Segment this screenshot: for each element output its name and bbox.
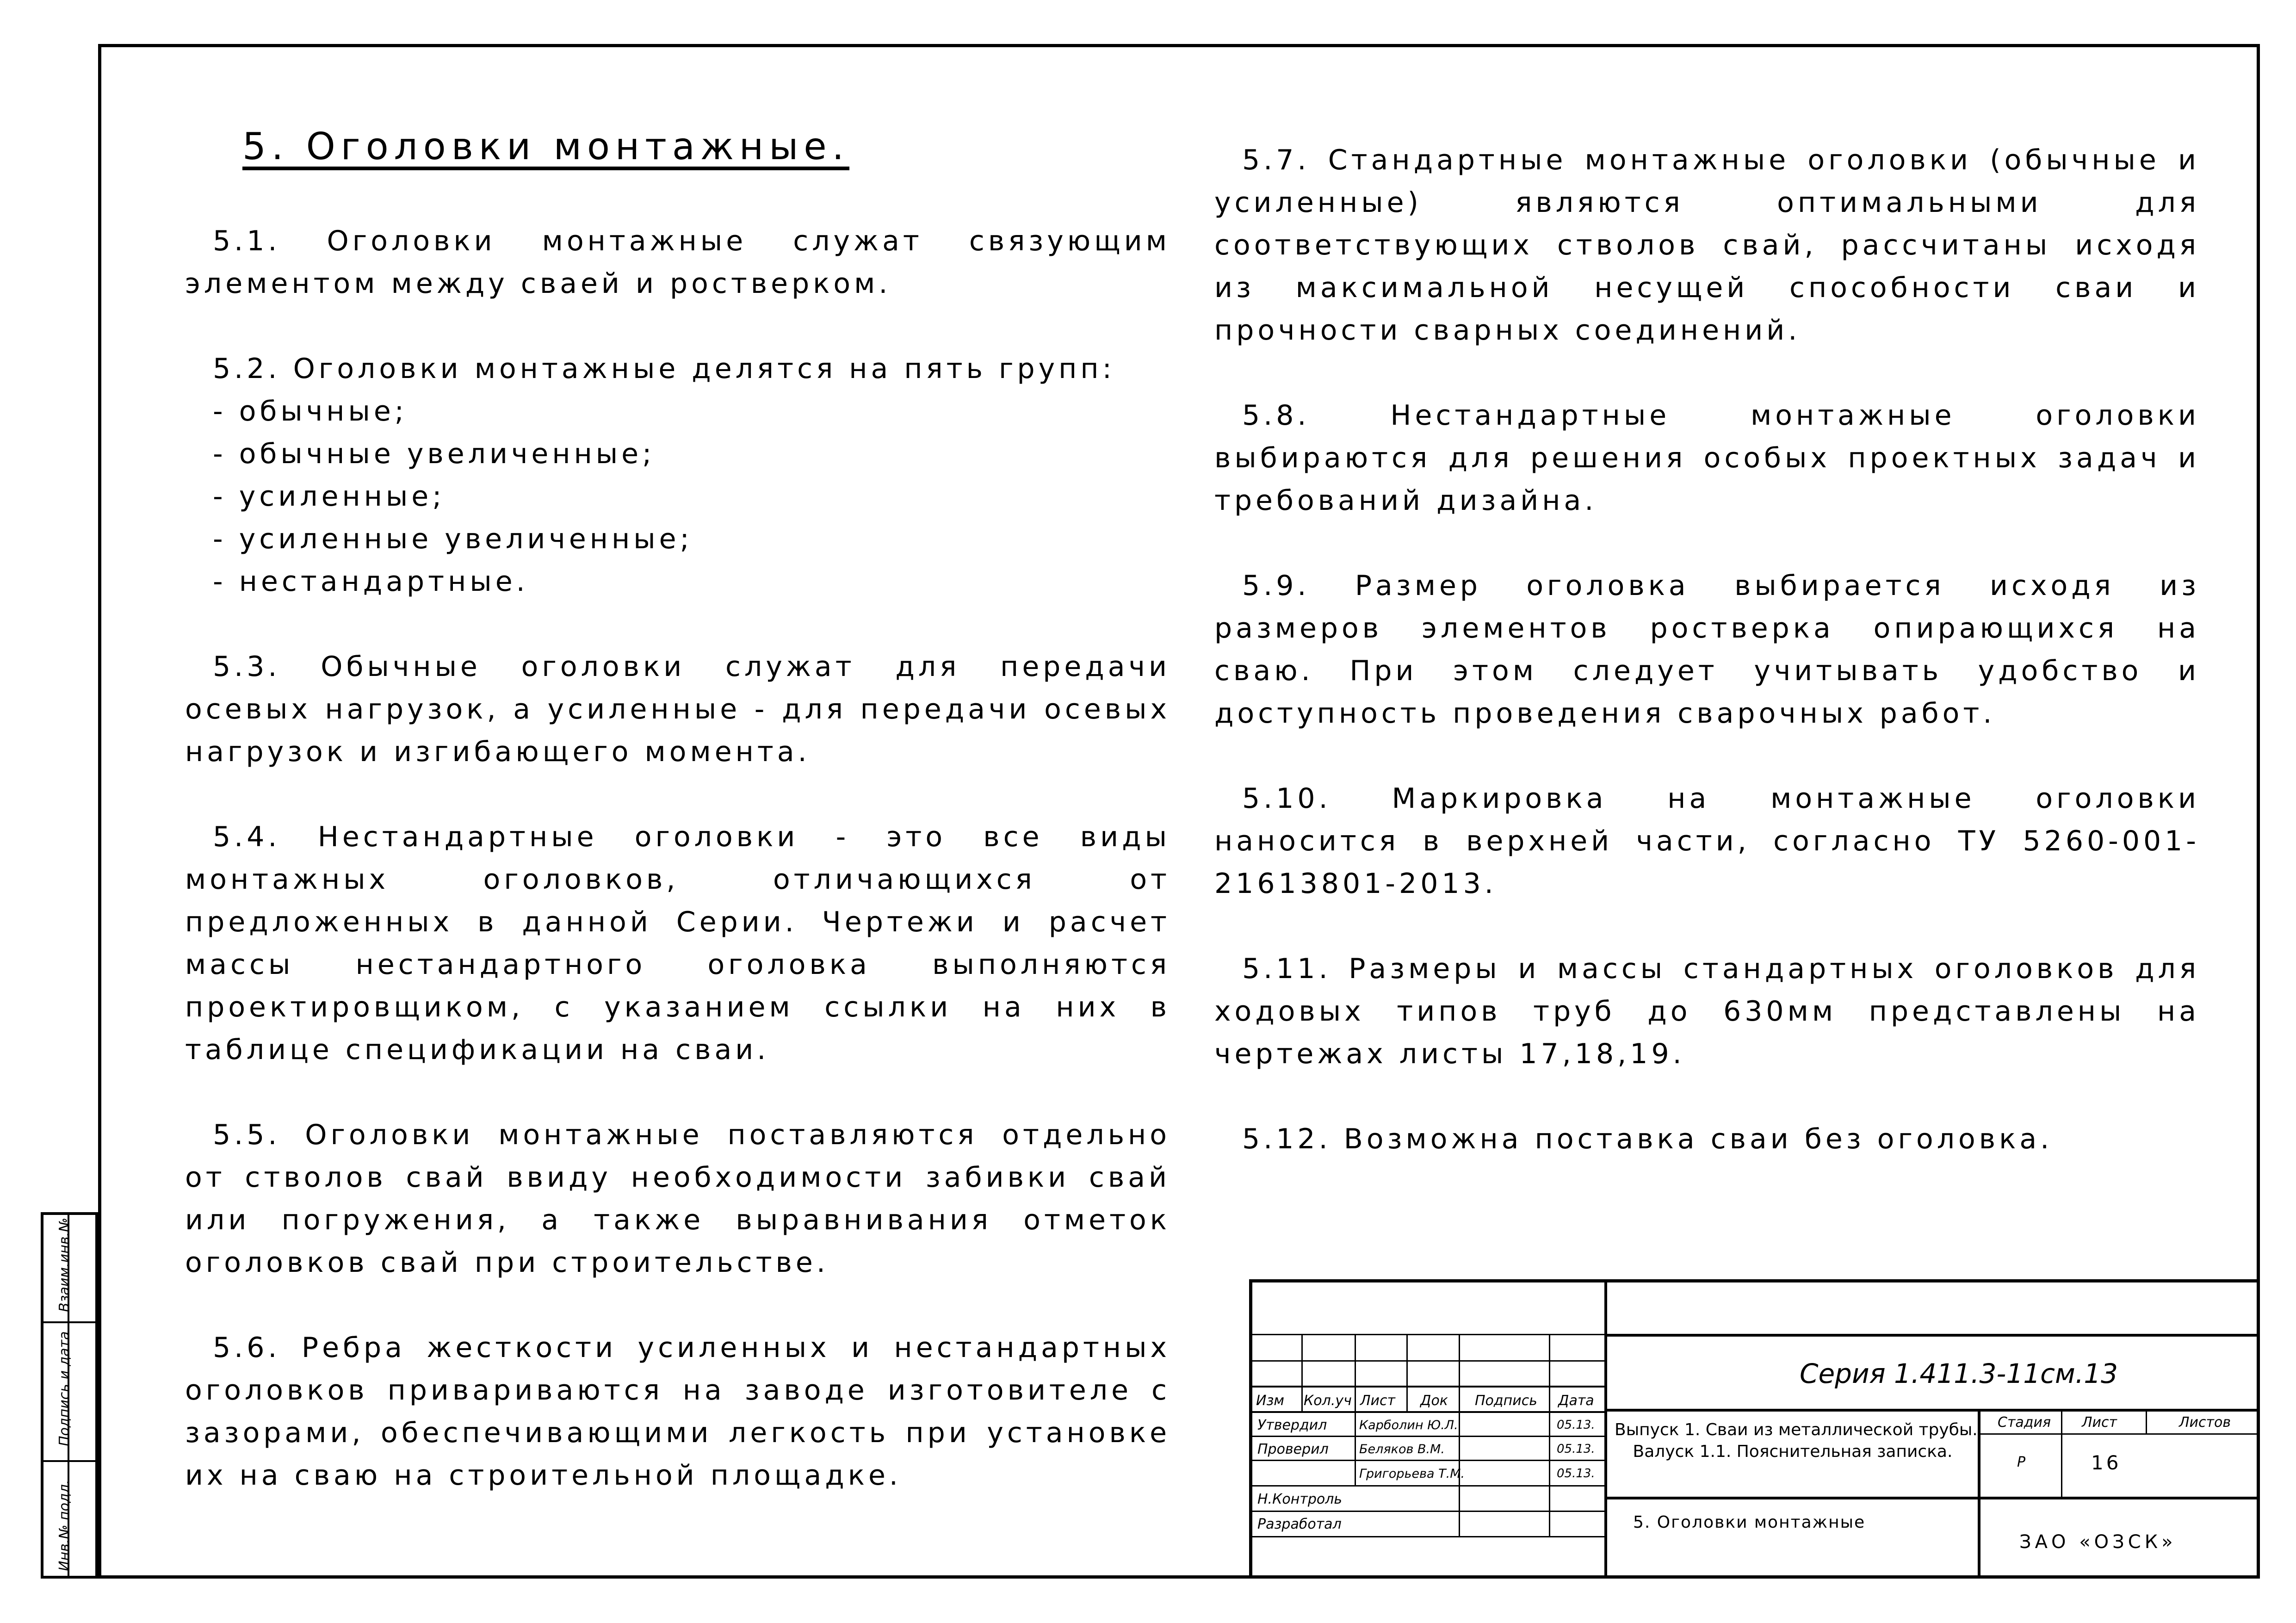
issue-line-1: Выпуск 1. Сваи из металлической трубы. bbox=[1615, 1420, 1978, 1439]
paragraph-5-10: 5.10. Маркировка на монтажные оголовки наносится в верхней части, согласно ТУ 5260-001-21613801-2013. bbox=[1214, 782, 2200, 900]
sheet-value: 16 bbox=[2091, 1451, 2122, 1474]
paragraph-5-1: 5.1. Оголовки монтажные служат связующим элементом между сваей и ростверком. bbox=[185, 225, 1170, 300]
name-approved: Карболин Ю.Л. bbox=[1359, 1418, 1458, 1432]
role-approved: Утвердил bbox=[1257, 1417, 1327, 1433]
header-podpis: Подпись bbox=[1475, 1393, 1537, 1409]
paragraph-5-4: 5.4. Нестандартные оголовки - это все виды монтажных оголовков, отличающихся от предложенных в данной Серии. Чертежи и расчет массы нестандартного оголовка выполняются проектировщиком, с указанием ссылки на них в таблице спецификации на сваи. bbox=[185, 821, 1170, 1066]
paragraph-5-12: 5.12. Возможна поставка сваи без оголовка. bbox=[1242, 1123, 2053, 1155]
left-column bbox=[185, 220, 1170, 1539]
paragraph-5-2: 5.2. Оголовки монтажные делятся на пять групп: bbox=[213, 353, 1115, 385]
paragraph-5-8: 5.8. Нестандартные монтажные оголовки выбираются для решения особых проектных задач и требований дизайна. bbox=[1214, 399, 2200, 517]
date-approved: 05.13. bbox=[1557, 1418, 1595, 1432]
issue-line-2: Валуск 1.1. Пояснительная записка. bbox=[1633, 1442, 1953, 1461]
vzam-inv-label: Взаим.инв.№ bbox=[56, 1217, 73, 1312]
header-list: Лист bbox=[1360, 1393, 1396, 1409]
list-item: - обычные; bbox=[213, 395, 408, 427]
list-item: - обычные увеличенные; bbox=[213, 438, 656, 470]
header-izm: Изм bbox=[1256, 1393, 1285, 1409]
list-item: - нестандартные. bbox=[213, 565, 529, 598]
name-checked: Беляков В.М. bbox=[1359, 1442, 1445, 1456]
inv-podl-label: Инв.№ подл. bbox=[56, 1480, 73, 1571]
date-checked: 05.13. bbox=[1557, 1442, 1595, 1456]
name-third: Григорьева Т.М. bbox=[1359, 1467, 1465, 1481]
header-data: Дата bbox=[1558, 1393, 1594, 1409]
section-name: 5. Оголовки монтажные bbox=[1633, 1513, 1866, 1532]
date-third: 05.13. bbox=[1557, 1467, 1595, 1481]
paragraph-5-11: 5.11. Размеры и массы стандартных оголовков для ходовых типов труб до 630мм представлены на чертежах листы 17,18,19. bbox=[1214, 953, 2200, 1070]
groups-list bbox=[185, 347, 1170, 603]
title-block bbox=[1249, 1279, 2260, 1579]
role-developed: Разработал bbox=[1257, 1516, 1342, 1532]
stage-value: Р bbox=[2017, 1454, 2026, 1470]
header-kol-uch: Кол.уч bbox=[1304, 1393, 1352, 1409]
paragraph-5-3: 5.3. Обычные оголовки служат для передачи осевых нагрузок, а усиленные - для передачи осевых нагрузок и изгибающего момента. bbox=[185, 650, 1170, 768]
list-item: - усиленные; bbox=[213, 480, 446, 513]
list-item: - усиленные увеличенные; bbox=[213, 523, 693, 555]
sheets-label: Листов bbox=[2179, 1414, 2231, 1431]
paragraph-5-9: 5.9. Размер оголовка выбирается исходя из размеров элементов ростверка опирающихся на сваю. При этом следует учитывать удобство и доступность проведения сварочных работ. bbox=[1214, 570, 2200, 730]
side-stamp bbox=[41, 1212, 98, 1579]
header-dok: Док bbox=[1420, 1393, 1448, 1409]
paragraph-5-7: 5.7. Стандартные монтажные оголовки (обычные и усиленные) являются оптимальными для соответствующих стволов свай, рассчитаны исходя из максимальной несущей способности сваи и прочности сварных соединений. bbox=[1214, 144, 2200, 347]
series-title: Серия 1.411.3-11см.13 bbox=[1800, 1358, 2118, 1389]
right-column bbox=[1214, 139, 2200, 1203]
section-title: 5. Оголовки монтажные. bbox=[242, 125, 850, 168]
stage-label: Стадия bbox=[1998, 1414, 2051, 1431]
paragraph-5-6: 5.6. Ребра жесткости усиленных и нестандартных оголовков привариваются на заводе изготовителе с зазорами, обеспечивающими легкость при установке их на сваю на строительной площадке. bbox=[185, 1332, 1170, 1492]
sheet-label: Лист bbox=[2082, 1414, 2117, 1431]
paragraph-5-5: 5.5. Оголовки монтажные поставляются отдельно от стволов свай ввиду необходимости забивки свай или погружения, а также выравнивания отметок оголовков свай при строительстве. bbox=[185, 1119, 1170, 1279]
role-checked: Проверил bbox=[1257, 1441, 1329, 1457]
role-n-control: Н.Контроль bbox=[1257, 1491, 1343, 1507]
company-name: ЗАО «ОЗСК» bbox=[2019, 1531, 2177, 1553]
podpis-data-label: Подпись и дата bbox=[56, 1331, 73, 1446]
